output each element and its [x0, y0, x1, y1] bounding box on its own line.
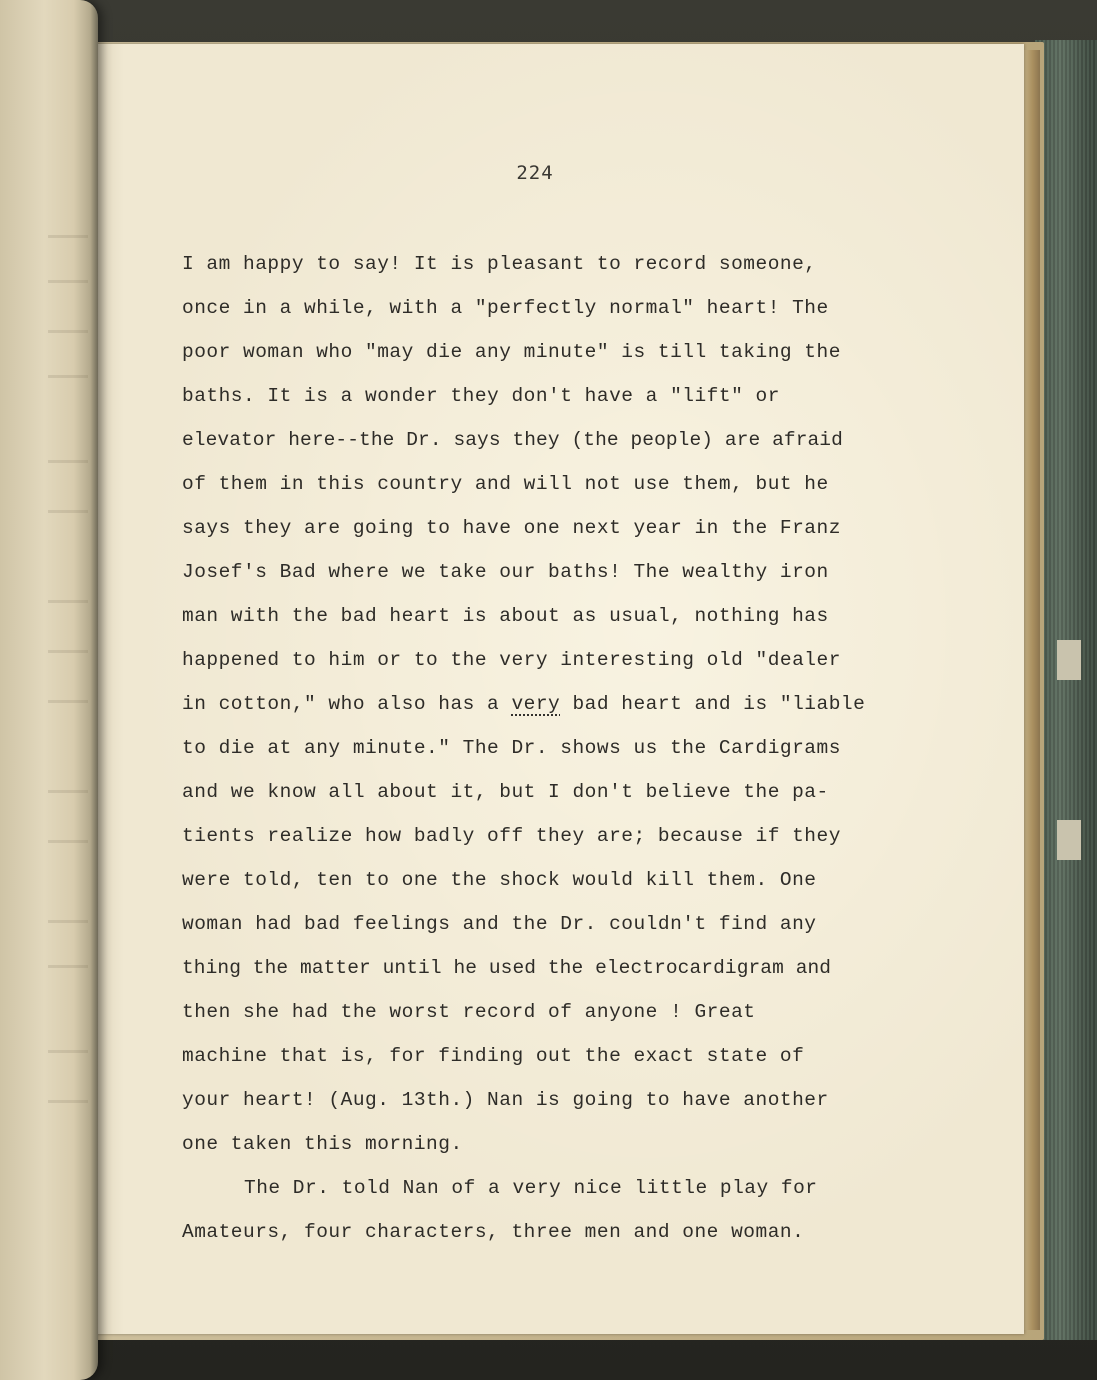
- text-line: says they are going to have one next year in the Franz: [182, 517, 841, 539]
- book-page: [86, 44, 1024, 1334]
- text-line: Amateurs, four characters, three men and one woman.: [182, 1221, 805, 1243]
- previous-page-edge: [0, 0, 98, 1380]
- text-line: baths. It is a wonder they don't have a "lift" or: [182, 385, 780, 407]
- text-line: of them in this country and will not use them, but he: [182, 473, 829, 495]
- underlined-word: very: [511, 693, 561, 715]
- page-number: 224: [516, 162, 554, 184]
- text-line: tients realize how badly off they are; because if they: [182, 825, 841, 847]
- text-line: were told, ten to one the shock would kill them. One: [182, 869, 817, 891]
- text-line: man with the bad heart is about as usual, nothing has: [182, 605, 829, 627]
- text-line: thing the matter until he used the electrocardigram and: [182, 957, 832, 979]
- text-line: to die at any minute." The Dr. shows us the Cardigrams: [182, 737, 841, 759]
- book-cover-edge: [1035, 40, 1097, 1340]
- text-line: machine that is, for finding out the exact state of: [182, 1045, 805, 1067]
- text-line: happened to him or to the very interesting old "dealer: [182, 649, 841, 671]
- text-line: [182, 682, 972, 726]
- text-line: one taken this morning.: [182, 1133, 463, 1155]
- text-line: your heart! (Aug. 13th.) Nan is going to have another: [182, 1089, 829, 1111]
- text-line: Josef's Bad where we take our baths! The wealthy iron: [182, 561, 829, 583]
- text-line: and we know all about it, but I don't believe the pa-: [182, 781, 829, 803]
- page-stack-edge: [1022, 50, 1040, 1330]
- cover-tab: [1057, 640, 1081, 680]
- typed-text: [182, 242, 972, 1254]
- text-line: I am happy to say! It is pleasant to record someone,: [182, 253, 817, 275]
- text-segment: in cotton," who also has a: [182, 693, 512, 715]
- text-line: woman had bad feelings and the Dr. couldn't find any: [182, 913, 817, 935]
- text-segment: bad heart and is "liable: [560, 693, 866, 715]
- text-line: once in a while, with a "perfectly normal" heart! The: [182, 297, 829, 319]
- text-line: The Dr. told Nan of a very nice little play for: [244, 1177, 818, 1199]
- text-line: poor woman who "may die any minute" is till taking the: [182, 341, 841, 363]
- text-line: then she had the worst record of anyone ! Great: [182, 1001, 756, 1023]
- text-line: elevator here--the Dr. says they (the people) are afraid: [182, 429, 843, 451]
- cover-tab: [1057, 820, 1081, 860]
